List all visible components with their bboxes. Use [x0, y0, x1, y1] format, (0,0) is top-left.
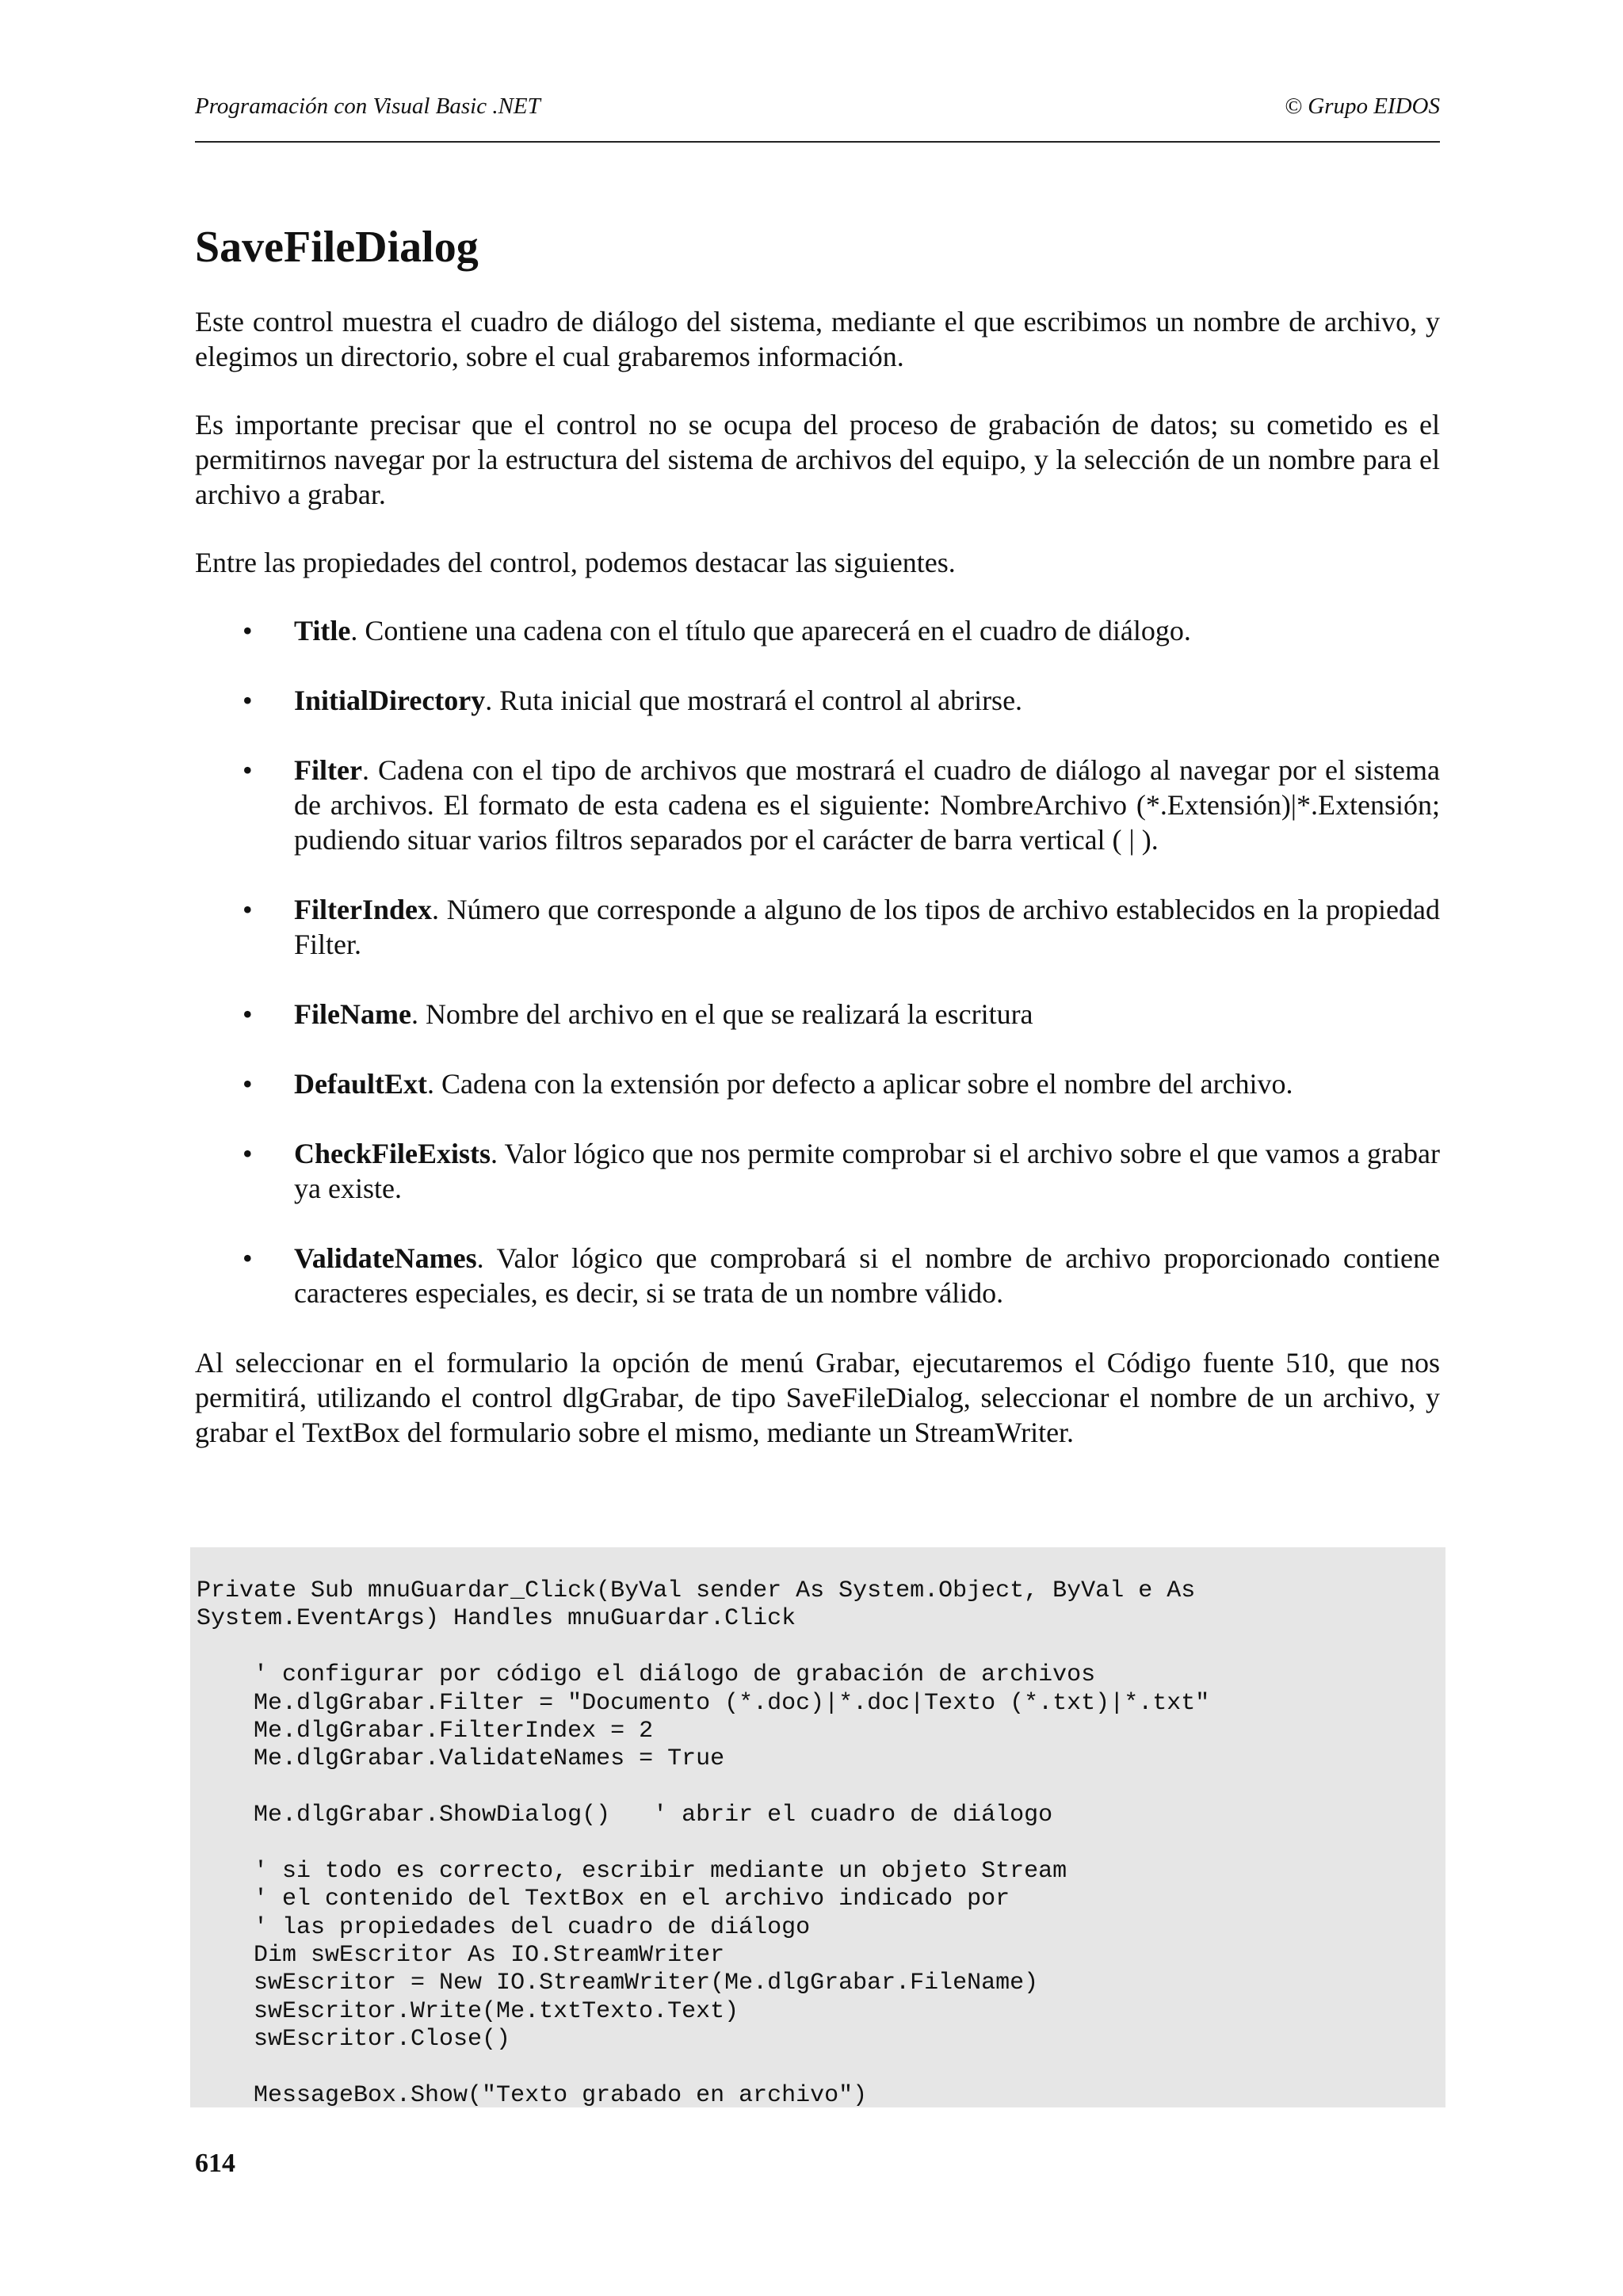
property-name: ValidateNames: [294, 1242, 477, 1275]
detail-paragraph: Es importante precisar que el control no se ocupa del proceso de grabación de datos; su cometido es el permitirnos navegar por la estructura del sistema de archivos del equipo, y la selección de un nombre para el archivo a grabar.: [195, 409, 1440, 511]
list-item: [195, 683, 1440, 718]
bullet: •: [242, 998, 253, 1031]
intro-paragraph: Este control muestra el cuadro de diálogo del sistema, mediante el que escribimos un nombre de archivo, y elegimos un directorio, sobre el cual grabaremos información.: [195, 306, 1440, 373]
code-line: [197, 1774, 1445, 1802]
property-name: DefaultExt: [294, 1068, 427, 1100]
section-title: SaveFileDialog: [195, 223, 479, 272]
code-line: Me.dlgGrabar.ValidateNames = True: [197, 1745, 725, 1773]
code-line: ' las propiedades del cuadro de diálogo: [197, 1913, 811, 1941]
code-listing: [190, 1547, 1445, 2107]
property-description: . Ruta inicial que mostrará el control al abrirse.: [485, 685, 1023, 717]
code-line: [197, 1830, 1445, 1858]
page-body: [195, 222, 1440, 1483]
page-number: 614: [195, 2149, 235, 2178]
property-name: Filter: [294, 754, 362, 787]
property-name: InitialDirectory: [294, 685, 486, 717]
bullet: •: [242, 1138, 253, 1170]
property-description: . Número que corresponde a alguno de los tipos de archivo establecidos en la propiedad Filter.: [294, 894, 1440, 961]
property-description: . Valor lógico que comprobará si el nombre de archivo proporcionado contiene caracteres especiales, es decir, si se trata de un nombre válido.: [294, 1242, 1440, 1310]
bullet: •: [242, 685, 253, 717]
property-name: FileName: [294, 998, 411, 1031]
list-item: [195, 892, 1440, 962]
bullet: •: [242, 615, 253, 647]
list-item: [195, 753, 1440, 857]
page-header: [195, 93, 1440, 143]
code-line: Me.dlgGrabar.Filter = "Documento (*.doc)|*.doc|Texto (*.txt)|*.txt": [197, 1689, 1210, 1717]
list-item: [195, 1136, 1440, 1206]
list-item: [195, 997, 1440, 1032]
code-line: ' el contenido del TextBox en el archivo indicado por: [197, 1886, 1010, 1913]
code-line: MessageBox.Show("Texto grabado en archivo"): [197, 2082, 868, 2107]
property-name: FilterIndex: [294, 894, 432, 926]
property-name: Title: [294, 615, 351, 647]
bullet: •: [242, 1242, 253, 1275]
code-line: swEscritor.Close(): [197, 2026, 511, 2054]
property-description: . Valor lógico que nos permite comprobar si el archivo sobre el que vamos a grabar ya existe.: [294, 1138, 1440, 1205]
code-line: [197, 1634, 1445, 1661]
code-line: System.EventArgs) Handles mnuGuardar.Click: [197, 1605, 796, 1633]
code-line: ' configurar por código el diálogo de grabación de archivos: [197, 1661, 1096, 1689]
code-line: Private Sub mnuGuardar_Click(ByVal sender As System.Object, ByVal e As: [197, 1577, 1196, 1604]
code-line: Me.dlgGrabar.FilterIndex = 2: [197, 1717, 654, 1745]
closing-paragraph: Al seleccionar en el formulario la opción de menú Grabar, ejecutaremos el Código fuente 510, que nos permitirá, utilizando el control dlgGrabar, de tipo SaveFileDialog, seleccionar el nombre de un archivo, y grabar el TextBox del formulario sobre el mismo, mediante un StreamWriter.: [195, 1347, 1440, 1449]
list-item: [195, 1066, 1440, 1101]
bullet: •: [242, 754, 253, 787]
list-item: [195, 1241, 1440, 1310]
code-line: swEscritor.Write(Me.txtTexto.Text): [197, 1997, 739, 2025]
properties-list: [195, 613, 1440, 1310]
property-description: . Nombre del archivo en el que se realizará la escritura: [411, 998, 1033, 1031]
code-line: ' si todo es correcto, escribir mediante un objeto Stream: [197, 1857, 1067, 1885]
property-name: CheckFileExists: [294, 1138, 491, 1170]
list-item: [195, 613, 1440, 648]
bullet: •: [242, 1068, 253, 1100]
book-title: Programación con Visual Basic .NET: [195, 93, 540, 119]
property-description: . Cadena con el tipo de archivos que mostrará el cuadro de diálogo al navegar por el sistema de archivos. El formato de esta cadena es el siguiente: NombreArchivo (*.Extensión)|*.Extensión; pudiendo situar varios filtros separados por el carácter de barra vertical ( | ).: [294, 754, 1440, 856]
code-line: Me.dlgGrabar.ShowDialog() ' abrir el cuadro de diálogo: [197, 1802, 1053, 1829]
property-description: . Cadena con la extensión por defecto a aplicar sobre el nombre del archivo.: [426, 1068, 1293, 1100]
publisher: © Grupo EIDOS: [1284, 93, 1440, 119]
bullet: •: [242, 894, 253, 926]
code-line: swEscritor = New IO.StreamWriter(Me.dlgGrabar.FileName): [197, 1970, 1039, 1997]
code-line: Dim swEscritor As IO.StreamWriter: [197, 1942, 725, 1970]
code-line: [197, 2054, 1445, 2082]
property-description: . Contiene una cadena con el título que aparecerá en el cuadro de diálogo.: [350, 615, 1191, 647]
properties-intro-paragraph: Entre las propiedades del control, podemos destacar las siguientes.: [195, 547, 956, 579]
